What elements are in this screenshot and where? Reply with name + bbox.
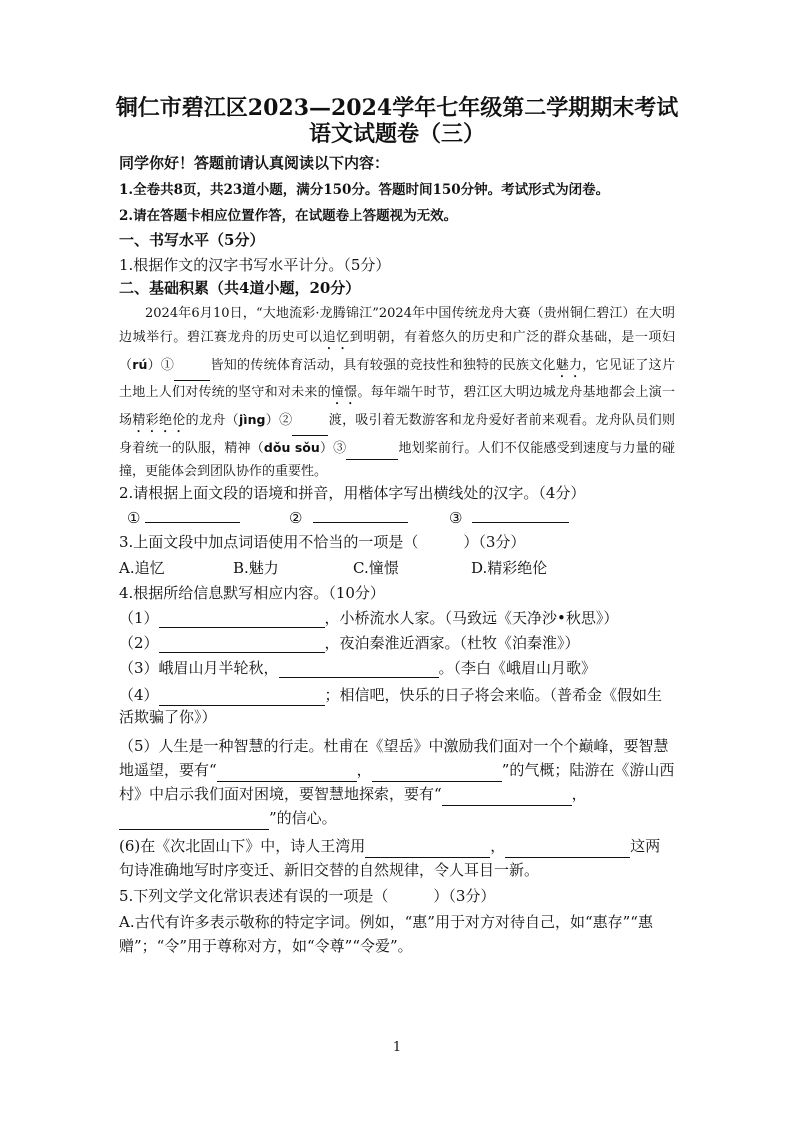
q3-option-d: D.精彩绝伦 xyxy=(471,559,548,577)
q3-option-b: B.魅力 xyxy=(233,559,279,577)
exam-subtitle: 语文试题卷（三） xyxy=(308,121,485,147)
blank-2[interactable] xyxy=(292,419,328,436)
q3-option-a: A.追忆 xyxy=(119,559,165,577)
blank-3[interactable] xyxy=(346,443,398,460)
instruction-item-2: 2.请在答题卡相应位置作答，在试题卷上答题视为无效。 xyxy=(119,208,458,224)
section1-heading: 一、书写水平（5分） xyxy=(119,231,265,249)
q4-item-6: (6)在《次北固山下》中，诗人王湾用 ， 这两句诗准确地写时序变迁、新旧交替的自然规律，令人耳目一新。 xyxy=(119,837,661,879)
q4-item-4: （4） ；相信吧，快乐的日子将会来临。（普希金《假如生活欺骗了你》） xyxy=(119,686,663,726)
answer-line-2[interactable] xyxy=(313,506,408,523)
question-3: 3.上面文段中加点词语使用不恰当的一项是（ ）（3分） xyxy=(119,533,526,551)
q4-blank-4[interactable] xyxy=(159,689,325,706)
q4-blank-5b[interactable] xyxy=(372,765,502,782)
dotted-word-zhuiyi: 追忆 xyxy=(322,329,350,345)
section2-heading: 二、基础积累（共4道小题，20分） xyxy=(119,279,361,297)
instruction-item-1: 1.全卷共8页，共23道小题，满分150分。答题时间150分钟。考试形式为闭卷。 xyxy=(119,182,610,198)
question-5: 5.下列文学文化常识表述有误的一项是（ ）（3分） xyxy=(119,887,496,905)
q4-item-5: （5）人生是一种智慧的行走。杜甫在《望岳》中激励我们面对一个个巅峰，要智慧地遥望，要有“ ， ”的气概；陆游在《游山西村》中启示我们面对困境，要智慧地探索，要有“ ，”的信心。 xyxy=(119,734,675,830)
q4-blank-5c[interactable] xyxy=(442,789,572,806)
q4-item-1: （1） ，小桥流水人家。（马致远《天净沙•秋思》） xyxy=(119,609,619,627)
q3-option-c: C.憧憬 xyxy=(353,559,399,577)
dotted-word-chonghui: 憧憬 xyxy=(330,384,358,400)
dotted-word-meili: 魅力 xyxy=(555,357,583,373)
reading-passage: 2024年6月10日，“大地流彩·龙腾锦江”2024年中国传统龙舟大赛（贵州铜仁碧江）在大明边城举行。碧江赛龙舟的历史可以追忆到明朝，有着悠久的历史和广泛的群众基础，是一项妇（rú）① 皆知的传统体育活动，具有较强的竞技性和独特的民族文化魅力，它见证了这片土地上人们对传统的坚守和对未来的憧憬。每年端午时节，碧江区大明边城龙舟基地都会上演一场精彩绝伦的龙舟（jìng）② 渡，吸引着无数游客和龙舟爱好者前来观看。龙舟队员们则身着统一的队服，精神（dǒu sǒu）③ 地划桨前行。人们不仅能感受到速度与力量的碰撞，更能体会到团队协作的重要性。 xyxy=(119,306,675,479)
q4-blank-6b[interactable] xyxy=(505,841,630,858)
q4-blank-5d[interactable] xyxy=(119,813,269,830)
q4-blank-3[interactable] xyxy=(279,661,439,678)
question-1: 1.根据作文的汉字书写水平计分。（5分） xyxy=(119,256,391,274)
dotted-word-jingcai: 精彩绝伦 xyxy=(132,412,186,428)
pinyin-2: jìng xyxy=(239,411,266,427)
pinyin-3: dǒu sǒu xyxy=(263,439,320,455)
instructions-greeting: 同学你好！答题前请认真阅读以下内容： xyxy=(119,154,390,172)
question-2: 2.请根据上面文段的语境和拼音，用楷体字写出横线处的汉字。（4分） xyxy=(119,484,586,502)
page-number: 1 xyxy=(392,1040,402,1055)
answer-line-1[interactable] xyxy=(145,506,240,523)
answer-label-3: ③ xyxy=(449,509,463,527)
q4-blank-6a[interactable] xyxy=(365,841,490,858)
exam-title: 铜仁市碧江区2023—2024学年七年级第二学期期末考试 xyxy=(115,95,679,121)
answer-label-1: ① xyxy=(127,509,141,527)
question-4: 4.根据所给信息默写相应内容。（10分） xyxy=(119,584,385,602)
q4-item-3: （3）峨眉山月半轮秋， 。（李白《峨眉山月歌》 xyxy=(119,659,597,677)
q4-blank-2[interactable] xyxy=(159,636,325,653)
answer-line-3[interactable] xyxy=(472,506,569,523)
q4-blank-5a[interactable] xyxy=(217,765,357,782)
pinyin-1: rú xyxy=(132,356,148,372)
q4-blank-1[interactable] xyxy=(159,611,325,628)
q5-option-a: A.古代有许多表示敬称的特定字词。例如，“惠”用于对方对待自己，如“惠存”“惠赠”；“令”用于尊称对方，如“令尊”“令爱”。 xyxy=(119,913,653,955)
answer-label-2: ② xyxy=(289,509,303,527)
blank-1[interactable] xyxy=(174,364,210,381)
q4-item-2: （2） ，夜泊秦淮近酒家。（杜牧《泊秦淮》） xyxy=(119,634,580,652)
